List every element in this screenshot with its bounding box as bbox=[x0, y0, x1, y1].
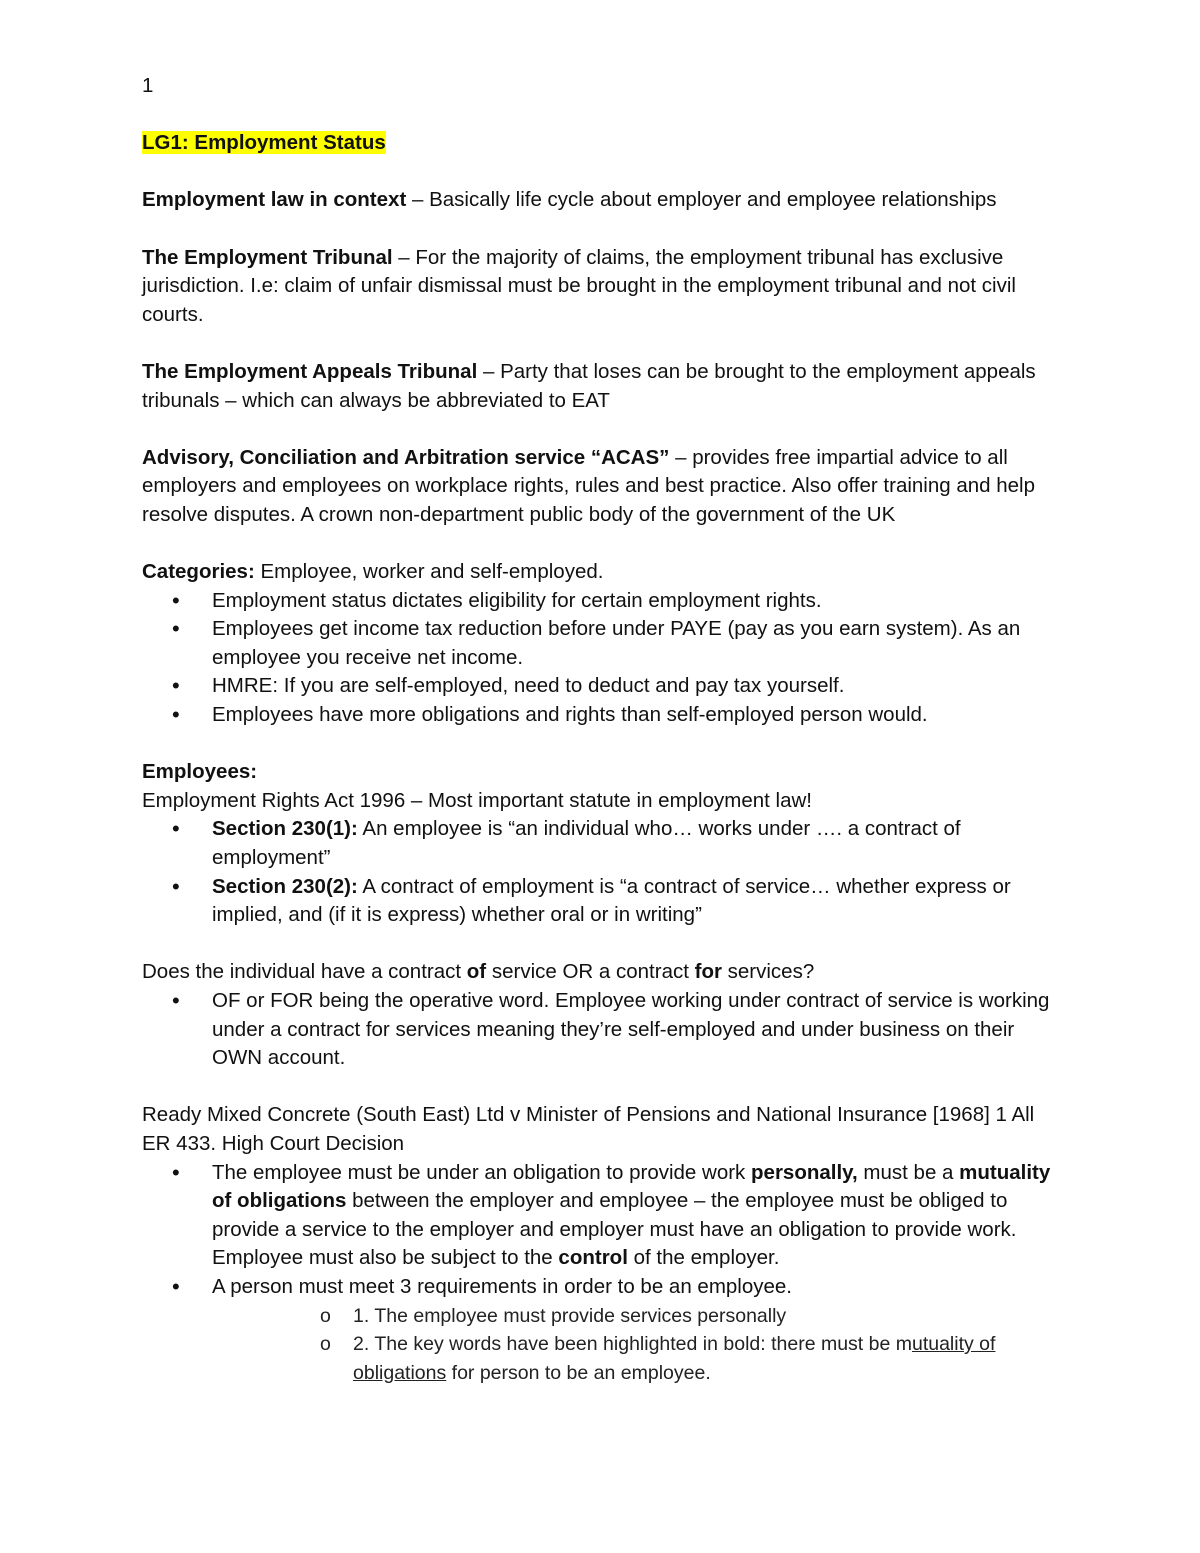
emphasis: of bbox=[466, 960, 487, 984]
heading-text: Employees: bbox=[142, 760, 258, 784]
list-item: • HMRE: If you are self-employed, need to deduct and pay tax yourself. bbox=[142, 672, 1060, 701]
list-item: • Employment status dictates eligibility for certain employment rights. bbox=[142, 587, 1060, 616]
term: Advisory, Conciliation and Arbitration service “ACAS” bbox=[142, 445, 670, 469]
section-label: Section 230(2): bbox=[212, 874, 358, 898]
term: The Employment Appeals Tribunal bbox=[142, 359, 478, 383]
list-item bbox=[142, 1159, 1060, 1273]
paragraph-appeals-tribunal bbox=[142, 358, 1060, 415]
text: for person to be an employee. bbox=[446, 1361, 711, 1384]
list-item bbox=[142, 815, 1060, 872]
definition: – Basically life cycle about employer and employee relationships bbox=[406, 188, 997, 212]
text: A person must meet 3 requirements in order to be an employee. bbox=[212, 1274, 793, 1298]
list-item: • OF or FOR being the operative word. Employee working under contract of service is working under a contract for services meaning they’re self-employed and under business on their OWN account. bbox=[142, 987, 1060, 1073]
list-item bbox=[142, 873, 1060, 930]
term: Categories: bbox=[142, 560, 255, 584]
page-title bbox=[142, 129, 1060, 158]
emphasis: personally, bbox=[751, 1160, 858, 1184]
categories-list bbox=[142, 587, 1060, 730]
text: must be a bbox=[857, 1160, 960, 1184]
term: The Employment Tribunal bbox=[142, 245, 393, 269]
definition: – provides free impartial advice to all employers and employees on workplace rights, rules and best practice. Also offer training and help resolve disputes. A crown non-department public body of the government of the UK bbox=[142, 445, 1036, 526]
case-citation: Ready Mixed Concrete (South East) Ltd v Minister of Pensions and National Insurance [1968] 1 All ER 433. High Court Decision bbox=[142, 1103, 1035, 1155]
underlined-text: utuality of obligations bbox=[353, 1333, 996, 1384]
sub-list-item bbox=[212, 1330, 1060, 1387]
requirements-sublist bbox=[212, 1302, 1060, 1388]
list-item: • Employees get income tax reduction before under PAYE (pay as you earn system). As an employee you receive net income. bbox=[142, 615, 1060, 672]
text: service OR a contract bbox=[486, 960, 695, 984]
text: 2. The key words have been highlighted in bold: there must be m bbox=[353, 1333, 912, 1356]
section-label: Section 230(1): bbox=[212, 817, 358, 841]
section-text: A contract of employment is “a contract of service… whether express or implied, and (if it is express) whether oral or in writing” bbox=[212, 874, 1011, 927]
emphasis: mutuality of obligations bbox=[212, 1160, 1051, 1213]
list-item bbox=[142, 1273, 1060, 1387]
definition: – Party that loses can be brought to the employment appeals tribunals – which can always be abbreviated to EAT bbox=[142, 359, 1036, 412]
section-text: An employee is “an individual who… works under …. a contract of employment” bbox=[212, 817, 961, 870]
paragraph-acas bbox=[142, 444, 1060, 530]
categories-line bbox=[142, 558, 1060, 587]
sub-list-item: o 1. The employee must provide services personally bbox=[212, 1302, 1060, 1331]
list-item: • Employees have more obligations and rights than self-employed person would. bbox=[142, 701, 1060, 730]
text: between the employer and employee – the employee must be obliged to provide a service to the employer and employer must have an obligation to provide work. Employee must also be subject to the bbox=[212, 1189, 1017, 1270]
definition: – For the majority of claims, the employment tribunal has exclusive jurisdiction. I.e: claim of unfair dismissal must be brought in the employment tribunal and not civil courts. bbox=[142, 245, 1016, 326]
emphasis: for bbox=[694, 960, 722, 984]
definition: Employee, worker and self-employed. bbox=[254, 560, 604, 584]
text: The employee must be under an obligation to provide work bbox=[212, 1160, 752, 1184]
text: Does the individual have a contract bbox=[142, 960, 467, 984]
sections-list bbox=[142, 815, 1060, 929]
employment-rights-act-line: Employment Rights Act 1996 – Most important statute in employment law! bbox=[142, 788, 812, 812]
question-list bbox=[142, 987, 1060, 1073]
paragraph-employment-tribunal bbox=[142, 244, 1060, 330]
employees-heading bbox=[142, 758, 1060, 787]
case-list bbox=[142, 1159, 1060, 1388]
text: services? bbox=[721, 960, 815, 984]
page-number: 1 bbox=[142, 74, 154, 97]
paragraph-employment-law bbox=[142, 186, 1060, 215]
emphasis: control bbox=[558, 1246, 628, 1270]
contract-question bbox=[142, 958, 1060, 987]
title-highlight: LG1: Employment Status bbox=[142, 131, 386, 155]
term: Employment law in context bbox=[142, 188, 407, 212]
text: of the employer. bbox=[627, 1246, 780, 1270]
